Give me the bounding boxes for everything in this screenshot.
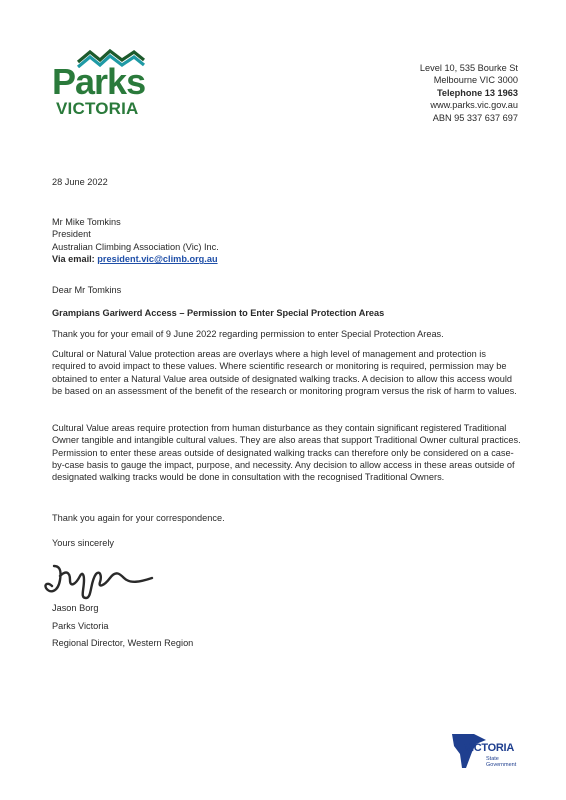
recipient-title: President [52, 229, 91, 240]
email-label: Via email: [52, 254, 98, 265]
letter-closing: Yours sincerely [52, 538, 114, 548]
footer-logo-sub-state: State [486, 756, 499, 762]
body-paragraph-1: Thank you for your email of 9 June 2022 regarding permission to enter Special Protection Areas. [52, 329, 444, 339]
signer-name: Jason Borg [52, 603, 99, 613]
address-telephone: Telephone 13 1963 [436, 87, 518, 98]
parks-victoria-logo [52, 46, 164, 124]
address-line-city: Melbourne VIC 3000 [433, 75, 518, 86]
letter-date: 28 June 2022 [52, 177, 108, 187]
recipient-email-link[interactable]: president.vic@climb.org.au [97, 254, 218, 265]
letter-subject: Grampians Gariwerd Access – Permission to Enter Special Protection Areas [52, 308, 385, 318]
victoria-state-government-logo [450, 732, 522, 774]
body-paragraph-3: Cultural Value areas require protection from human disturbance as they contain significant registered Traditional Owner tangible and intangible cultural values. They are also areas that support Traditional Owner cultural practices. Permission to enter these areas outside of designated walking tracks can therefore only be considered on a case-by-case basis to gauge the impact, purpose, and necessity. Any decision to allow access in these areas outside of designated walking tracks would be done in consultation with the recognised Traditional Owners. [52, 423, 521, 483]
logo-wordmark-parks: Parks [52, 61, 146, 102]
footer-logo-subtitle [486, 756, 526, 768]
logo-wordmark-victoria: VICTORIA [56, 99, 139, 118]
recipient-organisation: Australian Climbing Association (Vic) Inc. [52, 241, 219, 252]
footer-logo-sub-government: Government [486, 762, 517, 768]
signer-block [52, 600, 193, 653]
recipient-email-line [52, 253, 219, 265]
sender-address-block [420, 62, 518, 124]
signer-role: Regional Director, Western Region [52, 638, 194, 648]
address-website: www.parks.vic.gov.au [430, 100, 518, 111]
address-abn: ABN 95 337 637 697 [432, 112, 518, 123]
address-line-street: Level 10, 535 Bourke St [419, 63, 518, 73]
recipient-name: Mr Mike Tomkins [52, 217, 121, 227]
salutation: Dear Mr Tomkins [52, 285, 122, 295]
body-paragraph-4: Thank you again for your correspondence. [52, 513, 225, 523]
recipient-block [52, 216, 219, 266]
body-paragraph-2: Cultural or Natural Value protection areas are overlays where a high level of management and protection is required to avoid impact to these values. Where scientific research or monitoring is required, permission may be obtained to enter a Natural Value area outside of designated walking tracks. A decision to allow this access would be based on an assessment of the benefit of the research or monitoring program versus the risk of harm to values. [52, 349, 517, 396]
footer-logo-word: VICTORIA [464, 742, 514, 754]
handwritten-signature [40, 558, 160, 600]
signer-organisation: Parks Victoria [52, 620, 109, 631]
